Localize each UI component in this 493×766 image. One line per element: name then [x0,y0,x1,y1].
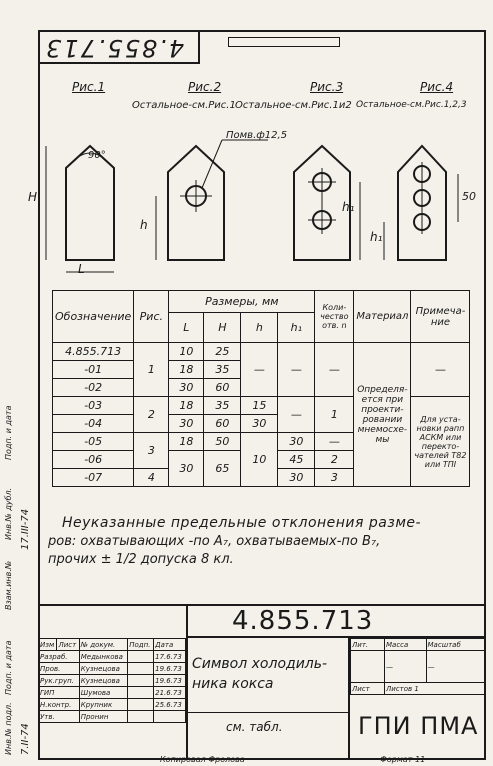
H-label: H [28,190,38,204]
lit-table: Лит. Масса Масштаб — — Лист Листов 1 [350,638,486,695]
doc-number-rotated: 4.855.713 [44,34,185,62]
signature-table: Изм Лист № докум. Подп. Дата Разраб. Медынкова 17.6.73 Пров. Кузнецова 19.6.73 Рук.груп. Кузнецова 19.6.73 ГИП Шумова 21.6.73 Н.контр. Крупник 25.6.73 Утв. Пронин [38,638,186,723]
table-row: -05 [53,433,134,451]
h1-label-fig4: h₁ [370,230,383,244]
copied-by: Копировал Фролова [160,755,245,764]
L-label: L [78,262,85,276]
fig1-title: Рис.1 [72,80,106,94]
product-name-line2: ника кокса [192,676,274,692]
note-cell: Для уста-новки рапп АСКМ или перекто-чателей Т82 или ТПI [411,397,470,487]
fig3-title: Рис.3 [310,80,344,94]
fig4-note: Остальное-см.Рис.1,2,3 [356,100,467,110]
tolerance-line1: Неуказанные предельные отклонения разме- [62,515,422,531]
table-row: -06 [53,451,134,469]
product-name-line1: Символ холодиль- [192,656,328,672]
col-qty: Коли-чество отв. n [315,291,354,343]
material-ref: см. табл. [226,720,283,734]
col-designation: Обозначение [53,291,134,343]
fig2-note: Остальное-см.Рис.1 [132,100,236,111]
sub-h: h [241,313,278,343]
fig4-title: Рис.4 [420,80,454,94]
hole-label: Помв.ф12,5 [226,130,288,141]
fig2-title: Рис.2 [188,80,222,94]
sub-H: H [204,313,241,343]
col-fig: Рис. [134,291,169,343]
col-dimensions: Размеры, мм [169,291,315,313]
title-number: 4.855.713 [232,606,374,636]
sub-L: L [169,313,204,343]
dim-50-label: 50 [462,190,476,203]
material-cell: Определя-ется при проекти-ровании мнемосхе-мы [354,343,411,487]
sub-h1: h₁ [278,313,315,343]
h1-label-fig3: h₁ [342,200,355,214]
fig3-note: Остальное-см.Рис.1и2 [235,100,352,111]
org-name: ГПИ ПМА [358,712,479,740]
col-note: Примеча-ние [411,291,470,343]
format-label: Формат 11 [380,755,426,764]
table-row: -01 [53,361,134,379]
top-blank-field [228,37,340,47]
col-material: Материал [354,291,411,343]
table-row: -07 [53,469,134,487]
angle-label: 90° [88,150,106,161]
table-row: -02 [53,379,134,397]
table-row: -03 [53,397,134,415]
tolerance-line2: ров: охватывающих -по A₇, охватываемых-по B₇, [48,534,381,549]
fig1-outline [66,146,114,260]
spec-table: Обозначение Рис. Размеры, мм Коли-чество отв. n Материал Примеча-ние L H h h₁ 4.855.713 1 10 25 — — — Определя-ется при проекти-ровании мнемосхе-мы — -01 18 35 -02 30 60 -03 2 18 35 15 — 1 Для уста-новки рапп АСКМ или перекто-чателей Т82 или ТПI -04 30 60 30 -05 3 18 50 10 30 — -06 30 65 45 2 -07 4 30 3 [52,290,470,487]
h-label: h [140,218,148,232]
side-stamp: Инв.№ подл. Подп. и дата Взам.инв.№ Инв.№ дубл. Подп. и дата 7.II-74 17.III-74 [0,370,39,760]
table-row: -04 [53,415,134,433]
tolerance-line3: прочих ± 1/2 допуска 8 кл. [48,552,234,567]
table-row: 4.855.713 [53,343,134,361]
